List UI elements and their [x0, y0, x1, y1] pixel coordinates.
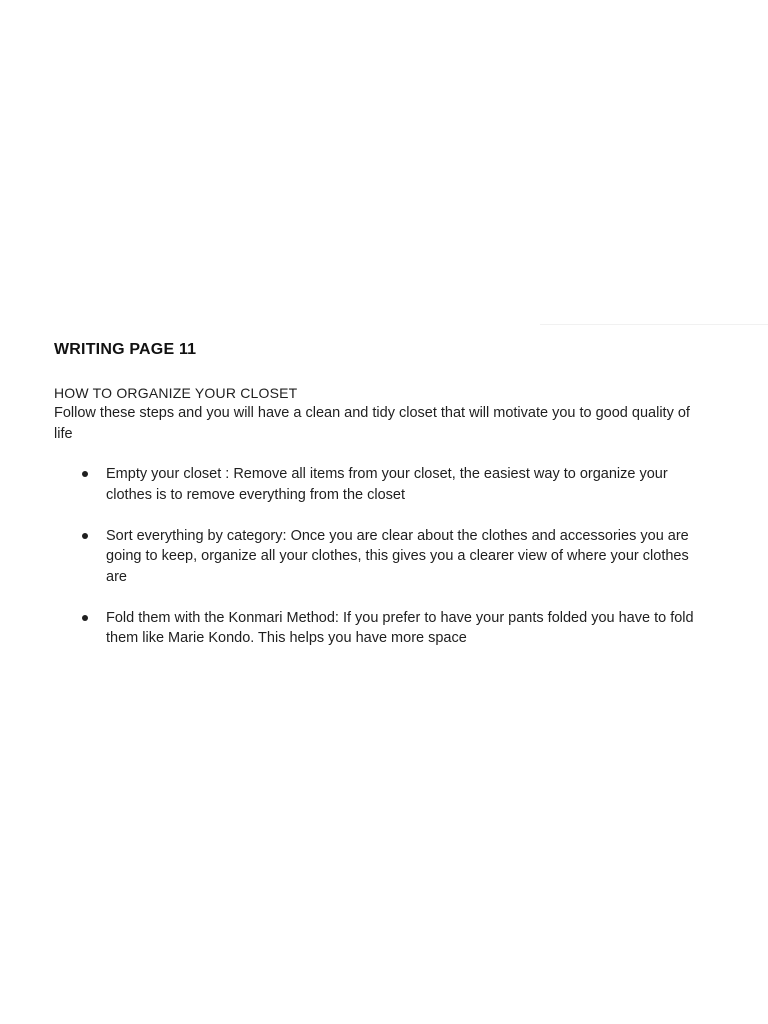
step-text: Fold them with the Konmari Method: If you prefer to have your pants folded you have to fold them like Marie Kondo. This helps you have more space [106, 609, 694, 646]
steps-list [54, 464, 714, 649]
list-item [54, 526, 696, 588]
page-divider [540, 324, 768, 325]
bullet-icon [82, 471, 88, 477]
intro-paragraph: Follow these steps and you will have a clean and tidy closet that will motivate you to good quality of life [54, 405, 690, 442]
list-item [54, 464, 696, 505]
page-heading: WRITING PAGE 11 [54, 341, 197, 358]
bullet-icon [82, 615, 88, 621]
step-text: Sort everything by category: Once you are clear about the clothes and accessories you are going to keep, organize all your clothes, this gives you a clearer view of where your clothes are [106, 527, 689, 585]
page-content [54, 339, 714, 669]
step-text: Empty your closet : Remove all items from your closet, the easiest way to organize your clothes is to remove everything from the closet [106, 466, 668, 503]
list-item [54, 608, 696, 649]
bullet-icon [82, 533, 88, 539]
section-title: HOW TO ORGANIZE YOUR CLOSET [54, 385, 298, 401]
